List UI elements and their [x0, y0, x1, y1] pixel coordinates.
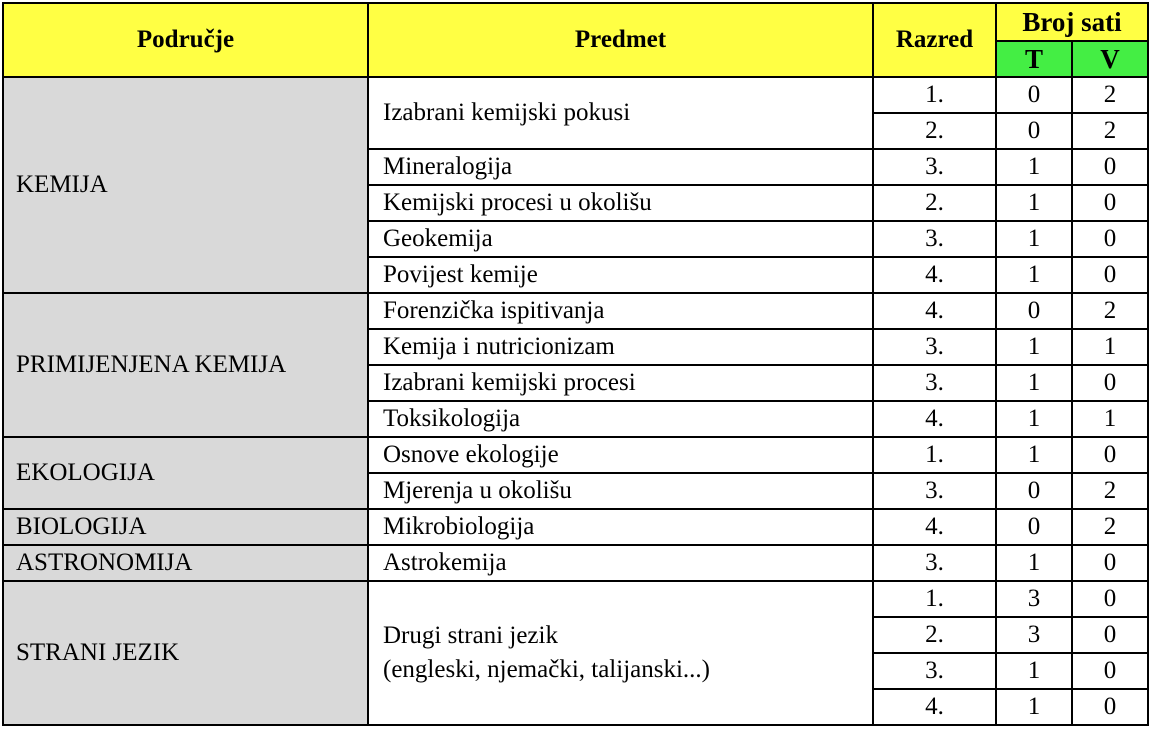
area-cell: BIOLOGIJA	[3, 509, 368, 545]
razred-cell: 4.	[873, 509, 996, 545]
subject-cell	[368, 545, 873, 581]
subject-cell	[368, 581, 873, 725]
table-body	[3, 77, 1148, 725]
area-cell: EKOLOGIJA	[3, 437, 368, 509]
v-cell: 2	[1072, 293, 1148, 329]
t-cell: 1	[996, 545, 1072, 581]
t-cell: 0	[996, 509, 1072, 545]
subject-cell	[368, 149, 873, 185]
subject-cell	[368, 257, 873, 293]
v-cell: 0	[1072, 221, 1148, 257]
v-cell: 0	[1072, 257, 1148, 293]
table-row	[3, 545, 1148, 581]
razred-cell: 4.	[873, 257, 996, 293]
v-cell: 0	[1072, 689, 1148, 725]
razred-cell: 3.	[873, 149, 996, 185]
razred-cell: 1.	[873, 437, 996, 473]
v-cell: 1	[1072, 401, 1148, 437]
t-cell: 3	[996, 581, 1072, 617]
v-cell: 0	[1072, 437, 1148, 473]
area-cell: STRANI JEZIK	[3, 581, 368, 725]
razred-cell: 4.	[873, 401, 996, 437]
subject-cell	[368, 185, 873, 221]
t-cell: 1	[996, 329, 1072, 365]
area-cell: PRIMIJENJENA KEMIJA	[3, 293, 368, 437]
header-v: V	[1072, 41, 1148, 77]
t-cell: 1	[996, 221, 1072, 257]
subject-name: Mikrobiologija	[383, 513, 535, 540]
razred-cell: 3.	[873, 329, 996, 365]
subject-name: Forenzička ispitivanja	[383, 297, 605, 324]
v-cell: 1	[1072, 329, 1148, 365]
v-cell: 0	[1072, 365, 1148, 401]
subject-cell	[368, 293, 873, 329]
subject-name: Mineralogija	[383, 153, 513, 180]
v-cell: 2	[1072, 509, 1148, 545]
t-cell: 1	[996, 437, 1072, 473]
subject-name: Toksikologija	[383, 405, 521, 432]
header-razred: Razred	[873, 3, 996, 77]
header-podrucje: Područje	[3, 3, 368, 77]
razred-cell: 4.	[873, 689, 996, 725]
subject-name: Astrokemija	[383, 549, 507, 576]
subject-cell	[368, 221, 873, 257]
subject-name: Osnove ekologije	[383, 441, 559, 468]
v-cell: 0	[1072, 185, 1148, 221]
subject-name: Geokemija	[383, 225, 493, 252]
t-cell: 0	[996, 113, 1072, 149]
subject-name: Povijest kemije	[383, 261, 538, 288]
razred-cell: 1.	[873, 77, 996, 113]
table-row	[3, 77, 1148, 113]
v-cell: 0	[1072, 653, 1148, 689]
table-row	[3, 509, 1148, 545]
razred-cell: 2.	[873, 185, 996, 221]
t-cell: 1	[996, 149, 1072, 185]
subject-cell	[368, 365, 873, 401]
subject-name: Kemija i nutricionizam	[383, 333, 615, 360]
v-cell: 2	[1072, 77, 1148, 113]
t-cell: 3	[996, 617, 1072, 653]
razred-cell: 2.	[873, 617, 996, 653]
elective-subjects-table	[2, 2, 1149, 726]
header-broj-sati: Broj sati	[996, 3, 1148, 41]
t-cell: 0	[996, 77, 1072, 113]
v-cell: 0	[1072, 617, 1148, 653]
razred-cell: 3.	[873, 365, 996, 401]
razred-cell: 3.	[873, 653, 996, 689]
header-predmet: Predmet	[368, 3, 873, 77]
subject-cell	[368, 77, 873, 149]
v-cell: 0	[1072, 545, 1148, 581]
subject-cell	[368, 329, 873, 365]
subject-name: Kemijski procesi u okolišu	[383, 189, 652, 216]
subject-cell	[368, 509, 873, 545]
t-cell: 1	[996, 185, 1072, 221]
v-cell: 0	[1072, 149, 1148, 185]
t-cell: 0	[996, 293, 1072, 329]
table-row	[3, 437, 1148, 473]
v-cell: 2	[1072, 113, 1148, 149]
t-cell: 1	[996, 365, 1072, 401]
v-cell: 0	[1072, 581, 1148, 617]
t-cell: 0	[996, 473, 1072, 509]
subject-cell	[368, 401, 873, 437]
v-cell: 2	[1072, 473, 1148, 509]
subject-name: Izabrani kemijski procesi	[383, 369, 636, 396]
t-cell: 1	[996, 653, 1072, 689]
subject-cell	[368, 437, 873, 473]
header-t: T	[996, 41, 1072, 77]
razred-cell: 3.	[873, 473, 996, 509]
t-cell: 1	[996, 689, 1072, 725]
razred-cell: 3.	[873, 545, 996, 581]
table-row	[3, 581, 1148, 617]
razred-cell: 3.	[873, 221, 996, 257]
table-row	[3, 293, 1148, 329]
razred-cell: 1.	[873, 581, 996, 617]
t-cell: 1	[996, 257, 1072, 293]
area-cell: KEMIJA	[3, 77, 368, 293]
t-cell: 1	[996, 401, 1072, 437]
area-cell: ASTRONOMIJA	[3, 545, 368, 581]
subject-name: Izabrani kemijski pokusi	[383, 99, 631, 126]
subject-cell	[368, 473, 873, 509]
subject-name: Drugi strani jezik	[383, 622, 558, 649]
razred-cell: 2.	[873, 113, 996, 149]
subject-name: Mjerenja u okolišu	[383, 477, 572, 504]
subject-name-line2: (engleski, njemački, talijanski...)	[383, 656, 710, 683]
razred-cell: 4.	[873, 293, 996, 329]
